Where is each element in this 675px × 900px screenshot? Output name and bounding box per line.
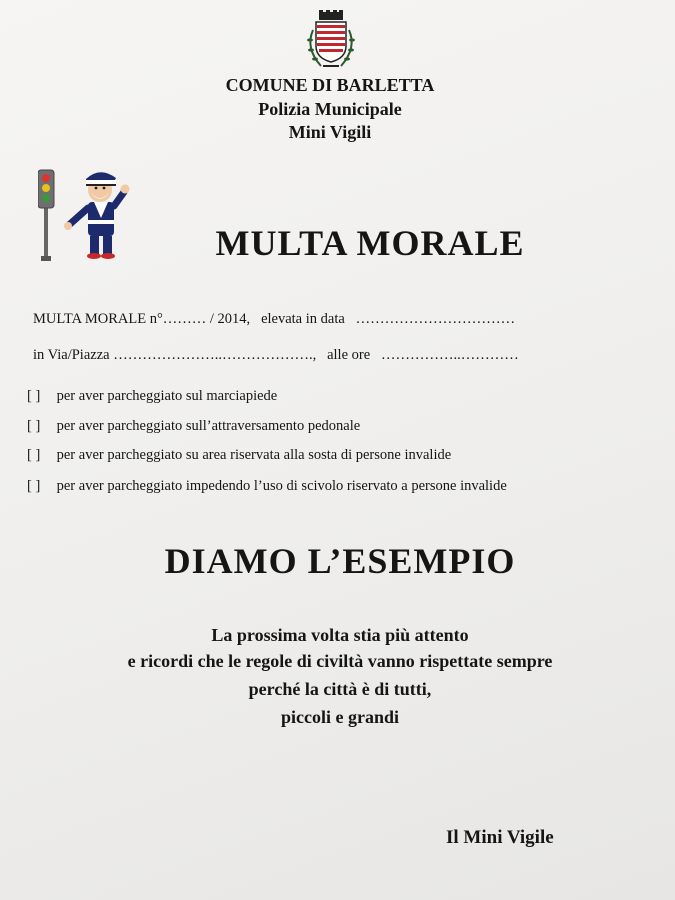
coat-of-arms-icon — [301, 10, 361, 72]
fine-year: / 2014, — [209, 311, 251, 327]
signature: Il Mini Vigile — [446, 827, 554, 848]
fine-number-field: ……… — [162, 311, 207, 327]
document-title: MULTA MORALE — [215, 223, 525, 263]
location-line — [33, 347, 519, 364]
slogan-heading: DIAMO L’ESEMPIO — [164, 541, 516, 581]
reason-item — [27, 388, 277, 405]
department-name: Polizia Municipale — [258, 99, 402, 119]
comune-name: COMUNE DI BARLETTA — [225, 75, 435, 95]
message-line: perché la città è di tutti, — [248, 679, 432, 699]
reason-text: per aver parcheggiato sul marciapiede — [56, 388, 278, 404]
traffic-warden-mascot-icon — [38, 158, 130, 262]
message-line: e ricordi che le regole di civiltà vanno rispettate sempre — [127, 651, 553, 671]
time-field: ……………..………… — [381, 347, 519, 363]
checkbox-mark: [ ] — [27, 418, 41, 434]
checkbox-mark: [ ] — [27, 478, 41, 494]
fine-number-line — [33, 311, 515, 328]
street-label: in Via/Piazza — [33, 347, 110, 363]
checkbox-mark: [ ] — [27, 447, 41, 463]
reason-text: per aver parcheggiato impedendo l’uso di scivolo riservato a persone invalide — [56, 478, 507, 494]
checkbox-mark: [ ] — [27, 388, 41, 404]
reason-item — [27, 478, 507, 495]
program-name: Mini Vigili — [288, 122, 372, 142]
reason-item — [27, 418, 360, 435]
issued-date-field: …………………………… — [355, 311, 516, 327]
reason-text: per aver parcheggiato sull’attraversamento pedonale — [56, 418, 361, 434]
issued-date-label: elevata in data — [261, 311, 345, 327]
fine-label: MULTA MORALE n° — [33, 311, 163, 327]
message-line: piccoli e grandi — [281, 707, 399, 727]
reason-item — [27, 447, 451, 464]
time-label: alle ore — [327, 347, 371, 363]
message-line: La prossima volta stia più attento — [211, 625, 469, 645]
street-field: …………………..………………., — [113, 347, 317, 363]
reason-text: per aver parcheggiato su area riservata alla sosta di persone invalide — [56, 447, 452, 463]
